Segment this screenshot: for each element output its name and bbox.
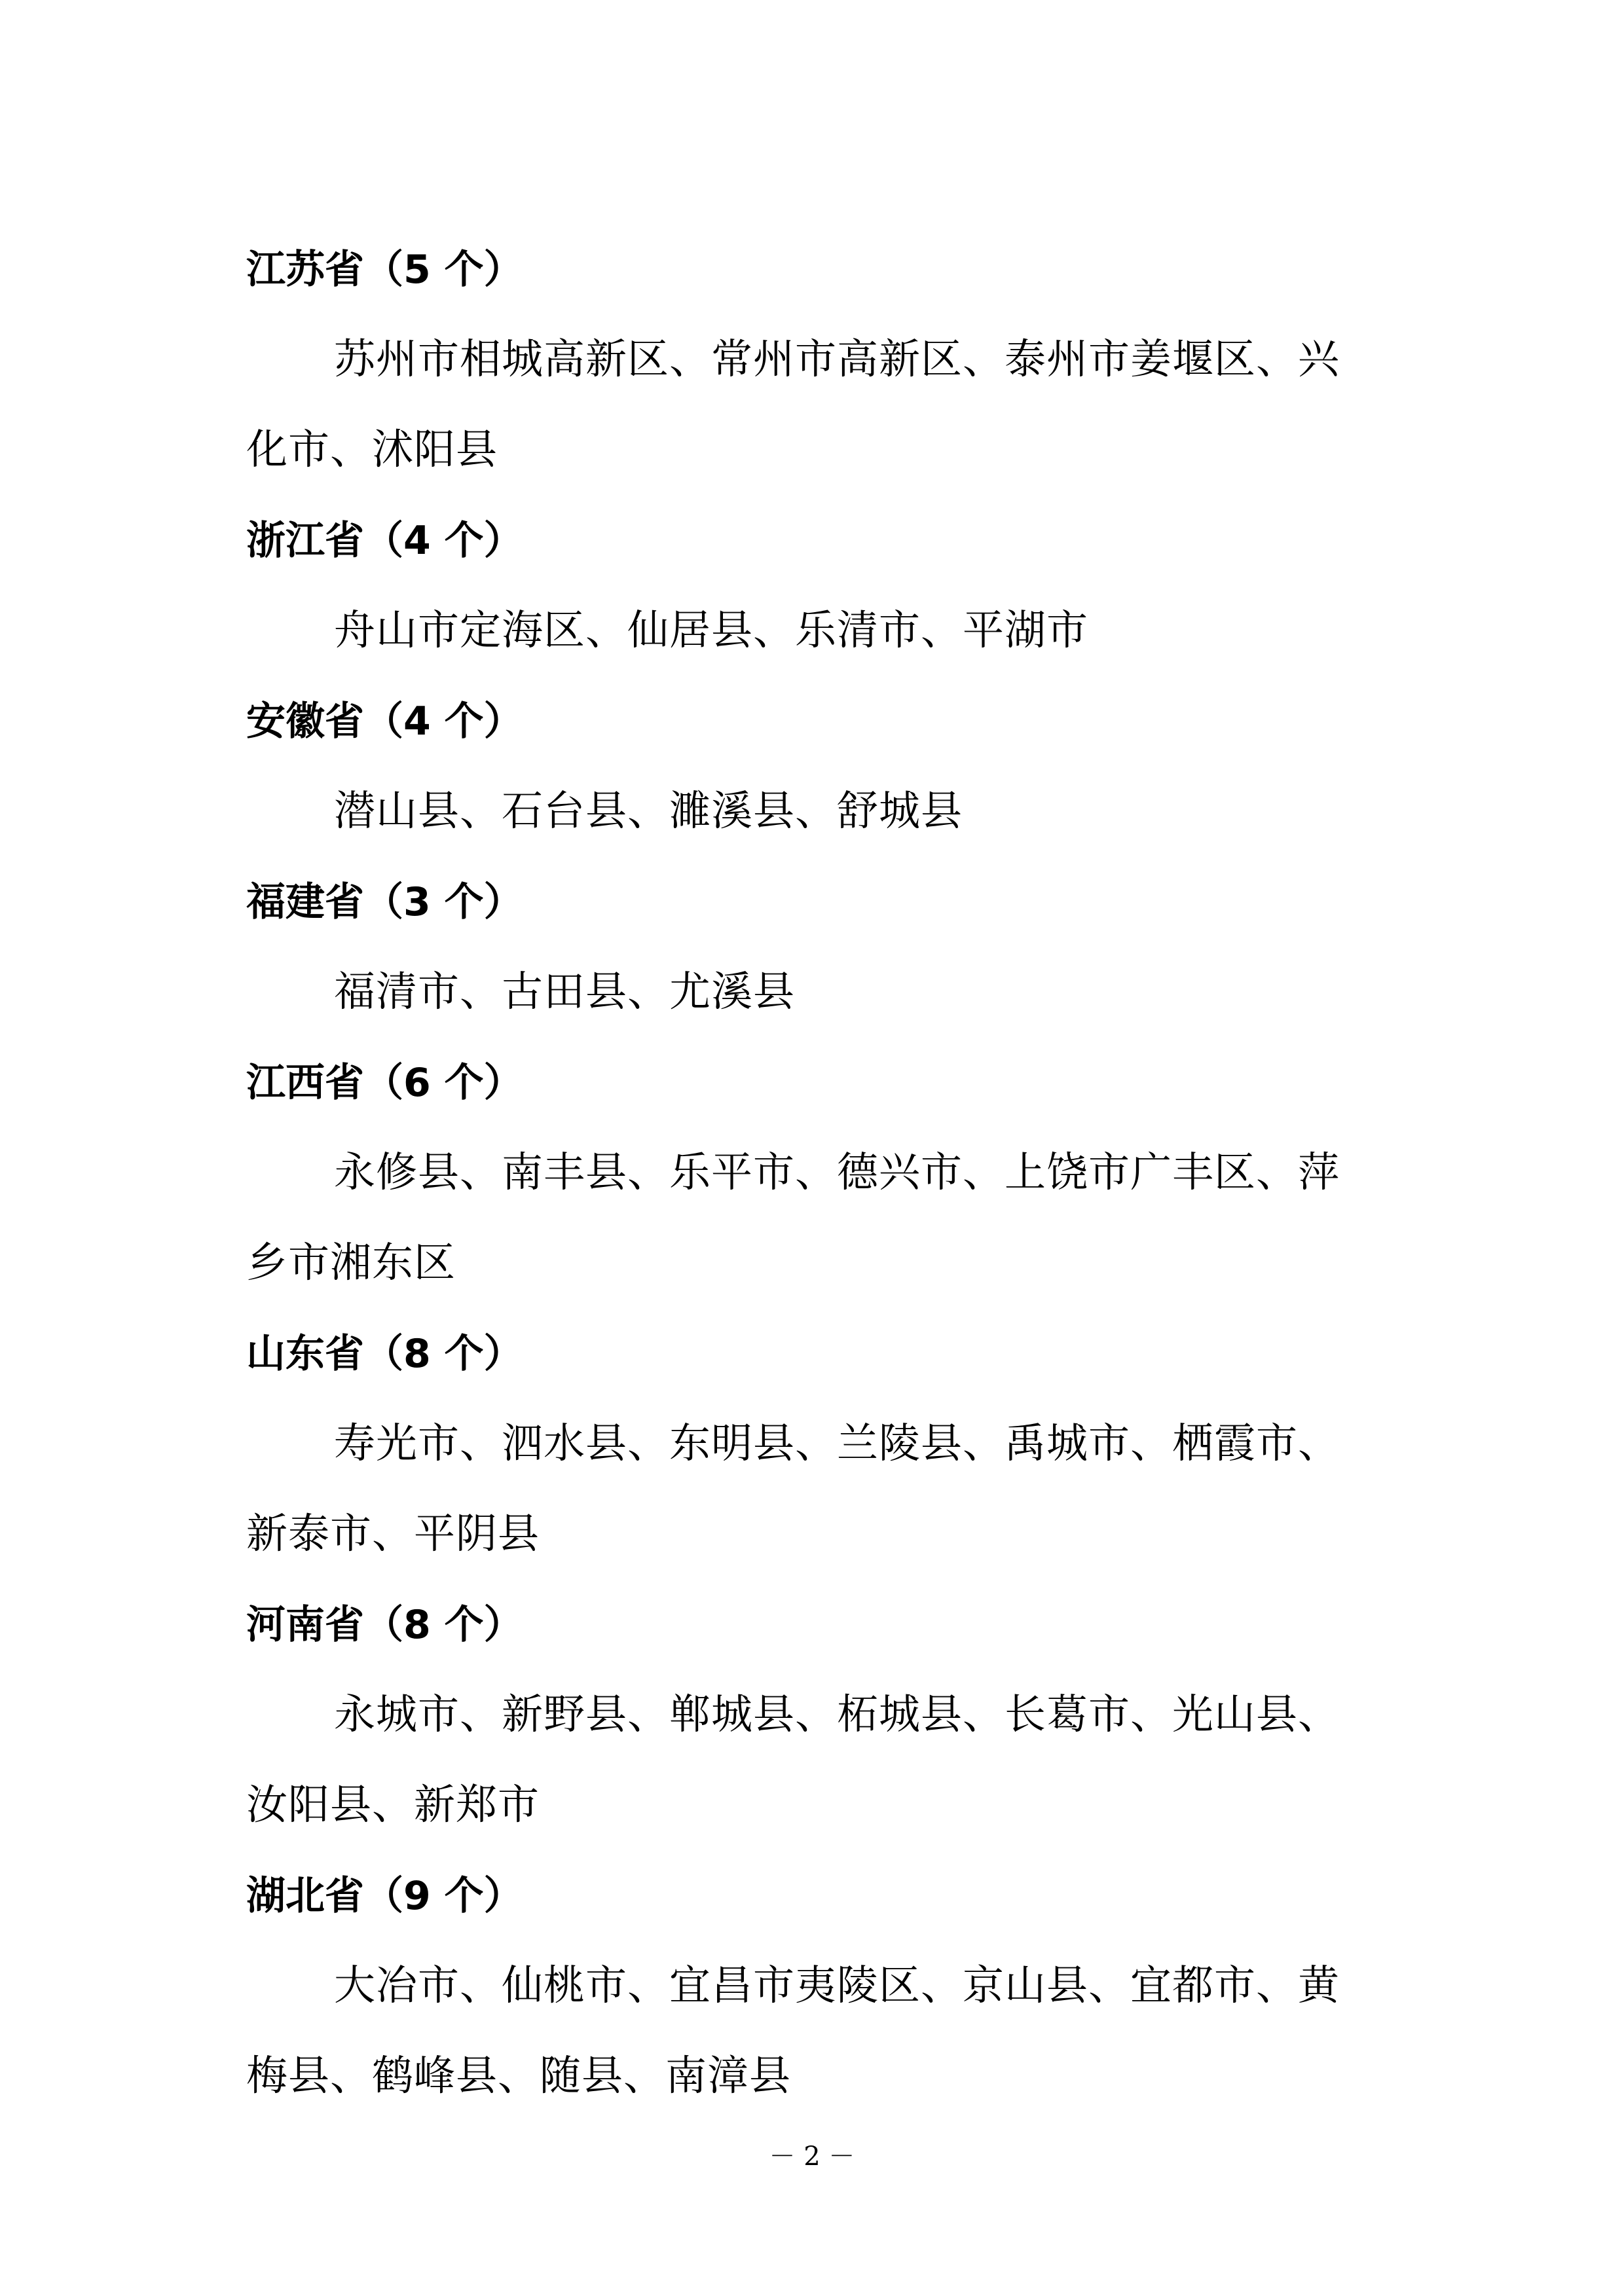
province-heading: 江西省（6 个） (246, 1060, 523, 1106)
province-section (246, 1308, 1373, 1579)
province-heading: 安徽省（4 个） (246, 699, 523, 744)
document-content (246, 224, 1373, 2121)
province-heading: 河南省（8 个） (246, 1602, 523, 1648)
province-section (246, 495, 1373, 676)
province-heading: 浙江省（4 个） (246, 518, 523, 564)
county-list: 苏州市相城高新区、常州市高新区、泰州市姜堰区、兴化市、沭阳县 (246, 335, 1340, 473)
county-list: 舟山市定海区、仙居县、乐清市、平湖市 (334, 606, 1088, 654)
province-section (246, 856, 1373, 1037)
province-section (246, 224, 1373, 495)
county-list: 永城市、新野县、郸城县、柘城县、长葛市、光山县、汝阳县、新郑市 (246, 1690, 1340, 1829)
province-section (246, 1850, 1373, 2121)
county-list: 寿光市、泗水县、东明县、兰陵县、禹城市、栖霞市、新泰市、平阴县 (246, 1419, 1340, 1558)
province-section (246, 1037, 1373, 1308)
province-section (246, 676, 1373, 856)
county-list: 大冶市、仙桃市、宜昌市夷陵区、京山县、宜都市、黄梅县、鹤峰县、随县、南漳县 (246, 1961, 1340, 2100)
province-heading: 江苏省（5 个） (246, 247, 523, 293)
page-number: － 2 － (769, 2141, 855, 2172)
province-heading: 福建省（3 个） (246, 879, 523, 925)
county-list: 福清市、古田县、尤溪县 (334, 968, 795, 1015)
province-heading: 湖北省（9 个） (246, 1873, 523, 1919)
county-list: 永修县、南丰县、乐平市、德兴市、上饶市广丰区、萍乡市湘东区 (246, 1148, 1340, 1286)
province-section (246, 1579, 1373, 1850)
county-list: 潜山县、石台县、濉溪县、舒城县 (334, 787, 963, 835)
province-heading: 山东省（8 个） (246, 1331, 523, 1377)
